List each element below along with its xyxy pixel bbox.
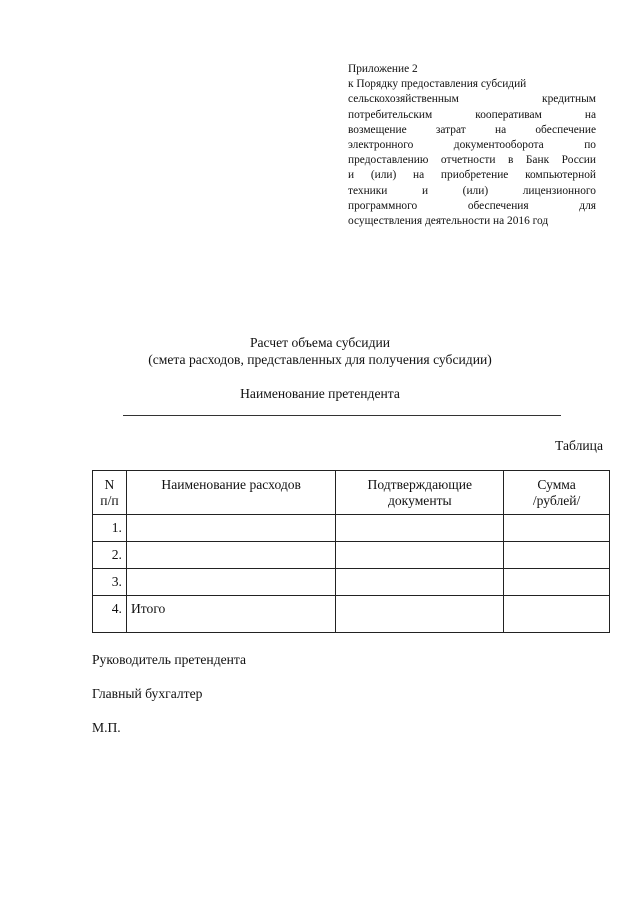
annex-line: предоставлению отчетности в Банк России (348, 154, 596, 167)
signature-head: Руководитель претендента (92, 652, 247, 667)
header-documents (336, 471, 504, 515)
header-documents-text: Подтверждающие документы (367, 477, 473, 508)
expense-name-cell (126, 569, 336, 596)
annex-line: электронного документооборота по (348, 139, 596, 152)
documents-cell (336, 515, 504, 542)
document-subtitle: (смета расходов, представленных для получения субсидии) (148, 352, 492, 367)
applicant-name-line (123, 415, 561, 416)
annex-line: возмещение затрат на обеспечение (348, 123, 596, 136)
header-amount (504, 471, 610, 515)
applicant-name-label: Наименование претендента (240, 386, 400, 401)
documents-cell (336, 596, 504, 633)
expense-name-cell: Итого (126, 596, 336, 633)
costs-table (92, 470, 610, 633)
amount-cell (504, 542, 610, 569)
annex-line: программного обеспечения для (348, 199, 596, 212)
row-number: 3. (93, 569, 127, 596)
row-number: 4. (93, 596, 127, 633)
documents-cell (336, 569, 504, 596)
amount-cell (504, 515, 610, 542)
header-number-text: N п/п (100, 477, 119, 508)
document-title: Расчет объема субсидии (249, 335, 391, 350)
header-expense-name (126, 471, 336, 515)
amount-cell (504, 596, 610, 633)
table-header-row (93, 471, 610, 515)
annex-line: осуществления деятельности на 2016 год (348, 215, 549, 228)
amount-cell (504, 569, 610, 596)
seal-mark: М.П. (92, 720, 121, 735)
annex-line: и (или) на приобретение компьютерной (348, 169, 596, 182)
annex-block (348, 62, 596, 229)
header-expense-name-text: Наименование расходов (161, 477, 301, 492)
expense-name-cell (126, 515, 336, 542)
annex-line: к Порядку предоставления субсидий (348, 78, 527, 91)
table-row (93, 542, 610, 569)
annex-line: сельскохозяйственным кредитным (348, 93, 596, 106)
annex-line: техники и (или) лицензионного (348, 184, 596, 197)
row-number: 1. (93, 515, 127, 542)
signature-accountant: Главный бухгалтер (92, 686, 203, 701)
documents-cell (336, 542, 504, 569)
annex-line: Приложение 2 (348, 63, 418, 75)
table-row (93, 515, 610, 542)
header-number (93, 471, 127, 515)
table-label: Таблица (555, 438, 603, 453)
table-row-total (93, 596, 610, 633)
table-row (93, 569, 610, 596)
annex-line: потребительским кооперативам на (348, 108, 596, 121)
header-amount-text: Сумма /рублей/ (532, 477, 581, 508)
expense-name-cell (126, 542, 336, 569)
row-number: 2. (93, 542, 127, 569)
